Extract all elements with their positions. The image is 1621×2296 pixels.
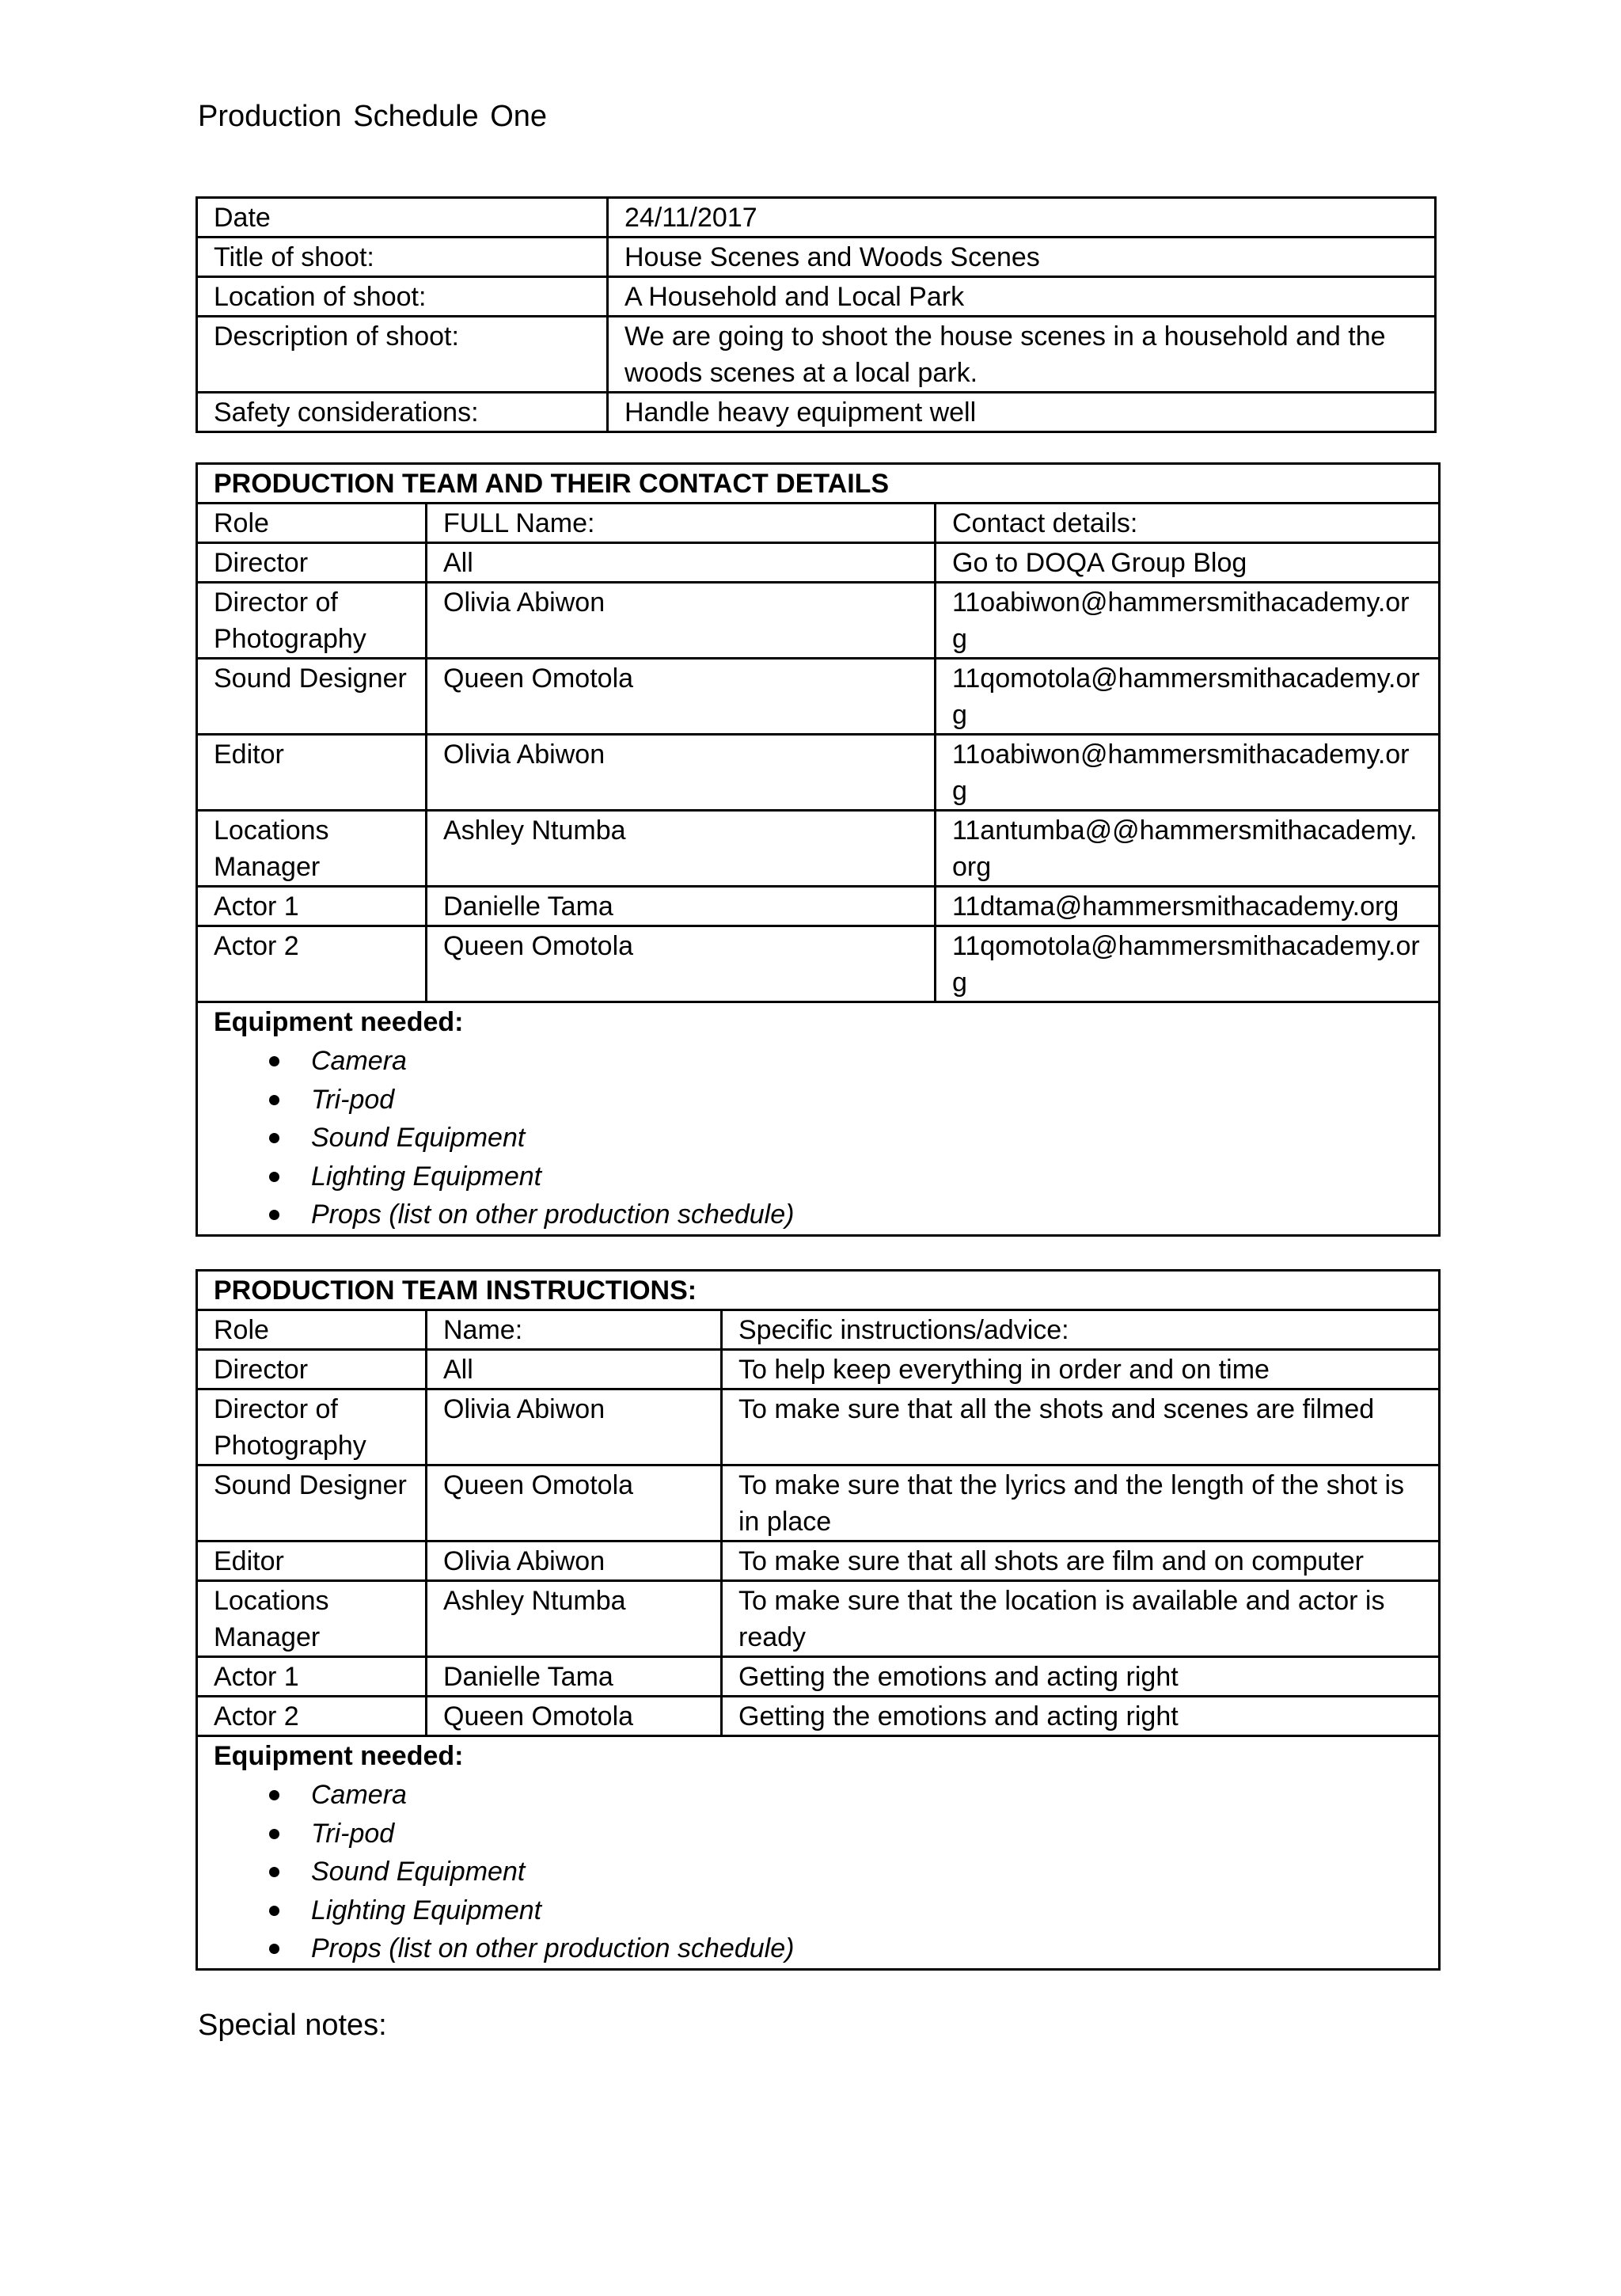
equipment-item: Props (list on other production schedule) bbox=[311, 1199, 795, 1230]
table-row bbox=[197, 1541, 1440, 1581]
shoot-label: Safety considerations: bbox=[197, 393, 608, 432]
bullet-icon bbox=[269, 1790, 279, 1800]
instruction-cell: To make sure that the location is available and actor is ready bbox=[722, 1581, 1440, 1657]
table-row bbox=[197, 543, 1440, 583]
name-cell: Danielle Tama bbox=[427, 1657, 722, 1697]
name-cell: All bbox=[427, 543, 936, 583]
equipment-item: Camera bbox=[311, 1046, 407, 1076]
bullet-icon bbox=[269, 1133, 279, 1143]
equipment-label: Equipment needed: bbox=[214, 1007, 464, 1037]
equipment-label: Equipment needed: bbox=[214, 1741, 464, 1771]
role-cell: Director bbox=[197, 1350, 427, 1389]
role-cell: Editor bbox=[197, 735, 427, 811]
shoot-label: Date bbox=[197, 198, 608, 238]
equipment-cell bbox=[197, 1002, 1440, 1236]
equipment-item: Lighting Equipment bbox=[311, 1161, 542, 1192]
equipment-item: Tri-pod bbox=[311, 1818, 395, 1849]
bullet-icon bbox=[269, 1867, 279, 1877]
shoot-value: Handle heavy equipment well bbox=[608, 393, 1436, 432]
role-cell: Actor 1 bbox=[197, 887, 427, 926]
equipment-item: Sound Equipment bbox=[311, 1123, 526, 1153]
bullet-icon bbox=[269, 1906, 279, 1916]
name-cell: Olivia Abiwon bbox=[427, 583, 936, 659]
bullet-icon bbox=[269, 1210, 279, 1220]
name-cell: Queen Omotola bbox=[427, 1697, 722, 1736]
shoot-value: We are going to shoot the house scenes in a household and the woods scenes at a local park. bbox=[608, 317, 1436, 393]
contact-cell: 11oabiwon@hammersmithacademy.org bbox=[936, 583, 1440, 659]
table-row bbox=[197, 735, 1440, 811]
role-cell: Director of Photography bbox=[197, 583, 427, 659]
role-cell: Editor bbox=[197, 1541, 427, 1581]
contacts-heading-row bbox=[197, 464, 1440, 504]
equipment-row bbox=[197, 1736, 1440, 1970]
equipment-row bbox=[197, 1002, 1440, 1236]
contact-cell: 11qomotola@hammersmithacademy.org bbox=[936, 926, 1440, 1002]
shoot-row-date bbox=[197, 198, 1436, 238]
table-row bbox=[197, 887, 1440, 926]
shoot-details-table bbox=[196, 196, 1437, 433]
name-cell: Queen Omotola bbox=[427, 1465, 722, 1541]
name-cell: Danielle Tama bbox=[427, 887, 936, 926]
role-cell: Locations Manager bbox=[197, 1581, 427, 1657]
bullet-icon bbox=[269, 1172, 279, 1182]
role-cell: Sound Designer bbox=[197, 1465, 427, 1541]
list-item bbox=[214, 1776, 1422, 1815]
list-item bbox=[214, 1929, 1422, 1968]
instruction-cell: To help keep everything in order and on time bbox=[722, 1350, 1440, 1389]
role-cell: Director bbox=[197, 543, 427, 583]
contact-cell: 11oabiwon@hammersmithacademy.org bbox=[936, 735, 1440, 811]
instruction-cell: Getting the emotions and acting right bbox=[722, 1657, 1440, 1697]
table-row bbox=[197, 583, 1440, 659]
instructions-heading-row bbox=[197, 1271, 1440, 1310]
equipment-item: Props (list on other production schedule) bbox=[311, 1933, 795, 1963]
instructions-table bbox=[196, 1269, 1441, 1971]
role-cell: Director of Photography bbox=[197, 1389, 427, 1465]
contacts-heading: PRODUCTION TEAM AND THEIR CONTACT DETAILS bbox=[197, 464, 1440, 504]
name-cell: Ashley Ntumba bbox=[427, 1581, 722, 1657]
list-item bbox=[214, 1158, 1422, 1196]
role-cell: Sound Designer bbox=[197, 659, 427, 735]
list-item bbox=[214, 1196, 1422, 1234]
contact-cell: 11antumba@@hammersmithacademy.org bbox=[936, 811, 1440, 887]
shoot-row-location bbox=[197, 277, 1436, 317]
page-title: Production Schedule One bbox=[198, 100, 548, 133]
list-item bbox=[214, 1853, 1422, 1891]
contact-cell: 11dtama@hammersmithacademy.org bbox=[936, 887, 1440, 926]
equipment-list bbox=[214, 1776, 1422, 1968]
instruction-cell: To make sure that all shots are film and on computer bbox=[722, 1541, 1440, 1581]
contact-cell: 11qomotola@hammersmithacademy.org bbox=[936, 659, 1440, 735]
bullet-icon bbox=[269, 1944, 279, 1954]
table-row bbox=[197, 1350, 1440, 1389]
role-cell: Actor 1 bbox=[197, 1657, 427, 1697]
list-item bbox=[214, 1042, 1422, 1081]
table-row bbox=[197, 1697, 1440, 1736]
shoot-value: A Household and Local Park bbox=[608, 277, 1436, 317]
shoot-label: Title of shoot: bbox=[197, 238, 608, 277]
name-cell: Olivia Abiwon bbox=[427, 1389, 722, 1465]
equipment-list bbox=[214, 1042, 1422, 1234]
table-row bbox=[197, 926, 1440, 1002]
table-row bbox=[197, 1657, 1440, 1697]
list-item bbox=[214, 1119, 1422, 1158]
table-row bbox=[197, 1389, 1440, 1465]
role-cell: Locations Manager bbox=[197, 811, 427, 887]
equipment-item: Lighting Equipment bbox=[311, 1895, 542, 1925]
list-item bbox=[214, 1081, 1422, 1119]
bullet-icon bbox=[269, 1056, 279, 1066]
table-row bbox=[197, 1465, 1440, 1541]
column-header: Role bbox=[197, 504, 427, 543]
name-cell: Queen Omotola bbox=[427, 926, 936, 1002]
list-item bbox=[214, 1891, 1422, 1930]
contacts-header-row bbox=[197, 504, 1440, 543]
equipment-item: Camera bbox=[311, 1780, 407, 1810]
equipment-item: Sound Equipment bbox=[311, 1857, 526, 1887]
role-cell: Actor 2 bbox=[197, 1697, 427, 1736]
column-header: Role bbox=[197, 1310, 427, 1350]
shoot-label: Location of shoot: bbox=[197, 277, 608, 317]
shoot-value: House Scenes and Woods Scenes bbox=[608, 238, 1436, 277]
shoot-label: Description of shoot: bbox=[197, 317, 608, 393]
shoot-value: 24/11/2017 bbox=[608, 198, 1436, 238]
name-cell: Olivia Abiwon bbox=[427, 1541, 722, 1581]
instruction-cell: To make sure that the lyrics and the length of the shot is in place bbox=[722, 1465, 1440, 1541]
instructions-heading: PRODUCTION TEAM INSTRUCTIONS: bbox=[197, 1271, 1440, 1310]
name-cell: Olivia Abiwon bbox=[427, 735, 936, 811]
bullet-icon bbox=[269, 1095, 279, 1105]
equipment-cell bbox=[197, 1736, 1440, 1970]
table-row bbox=[197, 811, 1440, 887]
shoot-row-safety bbox=[197, 393, 1436, 432]
equipment-item: Tri-pod bbox=[311, 1084, 395, 1115]
shoot-row-description bbox=[197, 317, 1436, 393]
role-cell: Actor 2 bbox=[197, 926, 427, 1002]
list-item bbox=[214, 1815, 1422, 1853]
column-header: Contact details: bbox=[936, 504, 1440, 543]
instructions-header-row bbox=[197, 1310, 1440, 1350]
instruction-cell: Getting the emotions and acting right bbox=[722, 1697, 1440, 1736]
bullet-icon bbox=[269, 1829, 279, 1839]
special-notes-label: Special notes: bbox=[198, 2009, 387, 2042]
table-row bbox=[197, 1581, 1440, 1657]
table-row bbox=[197, 659, 1440, 735]
name-cell: All bbox=[427, 1350, 722, 1389]
shoot-row-title bbox=[197, 238, 1436, 277]
column-header: Specific instructions/advice: bbox=[722, 1310, 1440, 1350]
column-header: Name: bbox=[427, 1310, 722, 1350]
name-cell: Queen Omotola bbox=[427, 659, 936, 735]
column-header: FULL Name: bbox=[427, 504, 936, 543]
contact-cell: Go to DOQA Group Blog bbox=[936, 543, 1440, 583]
instruction-cell: To make sure that all the shots and scenes are filmed bbox=[722, 1389, 1440, 1465]
name-cell: Ashley Ntumba bbox=[427, 811, 936, 887]
contacts-table bbox=[196, 462, 1441, 1237]
